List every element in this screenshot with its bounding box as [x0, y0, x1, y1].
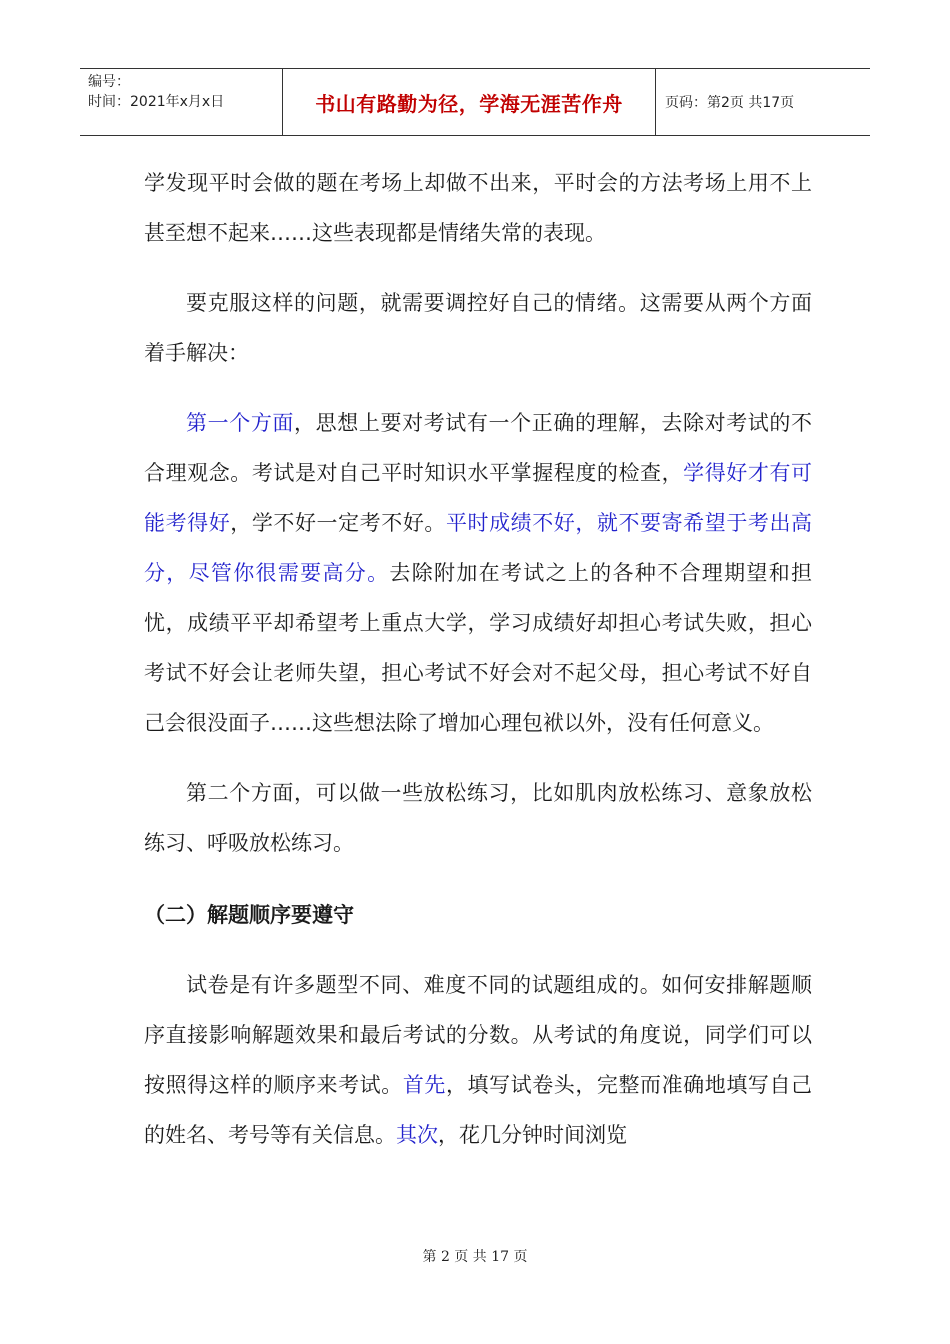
- highlight-first: 首先: [402, 1073, 446, 1097]
- paragraph-2: 要克服这样的问题，就需要调控好自己的情绪。这需要从两个方面着手解决：: [144, 291, 812, 365]
- paragraph-3-text-c: 去除附加在考试之上的各种不合理期望和担忧，成绩平平却希望考上重点大学，学习成绩好却担心考试失败，担心考试不好会让老师失望，担心考试不好会对不起父母，担心考试不好自己会很没面子……这些想法除了增加心理包袱以外，没有任何意义。: [144, 561, 813, 735]
- highlight-second: 其次: [396, 1123, 438, 1147]
- time-label: 时间：2021年x月x日: [88, 94, 225, 110]
- paragraph-5-text-b: ，填写试卷头，完整而准确地填写自己的姓名、考号等有关信息。: [144, 1073, 813, 1147]
- page-header: [80, 68, 870, 136]
- page-footer: 第 2 页 共 17 页: [422, 1249, 528, 1265]
- document-body: [144, 158, 812, 1160]
- paragraph-1: 学发现平时会做的题在考场上却做不出来，平时会的方法考场上用不上甚至想不起来……这些表现都是情绪失常的表现。: [144, 171, 812, 245]
- paragraph-5-text-c: ，花几分钟时间浏览: [438, 1123, 627, 1147]
- number-label: 编号：: [88, 74, 130, 90]
- highlight-learn-well: 学得好才有可能考得好: [144, 461, 813, 535]
- paragraph-5-text-a: 试卷是有许多题型不同、难度不同的试题组成的。如何安排解题顺序直接影响解题效果和最后考试的分数。从考试的角度说，同学们可以按照得这样的顺序来考试。: [144, 973, 812, 1097]
- page-label: 页码：第2页 共17页: [665, 95, 795, 111]
- motto: 书山有路勤为径，学海无涯苦作舟: [315, 91, 623, 116]
- paragraph-5: [144, 960, 812, 1160]
- paragraph-4: 第二个方面，可以做一些放松练习，比如肌肉放松练习、意象放松练习、呼吸放松练习。: [144, 781, 812, 855]
- header-page-cell: [656, 69, 870, 135]
- paragraph-3-text-b: ，学不好一定考不好。: [230, 511, 446, 535]
- header-motto-cell: [282, 69, 656, 135]
- highlight-first-aspect: 第一个方面: [186, 411, 295, 435]
- header-meta: [80, 69, 282, 135]
- paragraph-3: [144, 398, 812, 748]
- highlight-grades: 平时成绩不好，就不要寄希望于考出高分，尽管你很需要高分。: [144, 511, 813, 585]
- section-heading: （二）解题顺序要遵守: [144, 903, 354, 927]
- paragraph-3-text-a: ，思想上要对考试有一个正确的理解，去除对考试的不合理观念。考试是对自己平时知识水平掌握程度的检查，: [144, 411, 813, 485]
